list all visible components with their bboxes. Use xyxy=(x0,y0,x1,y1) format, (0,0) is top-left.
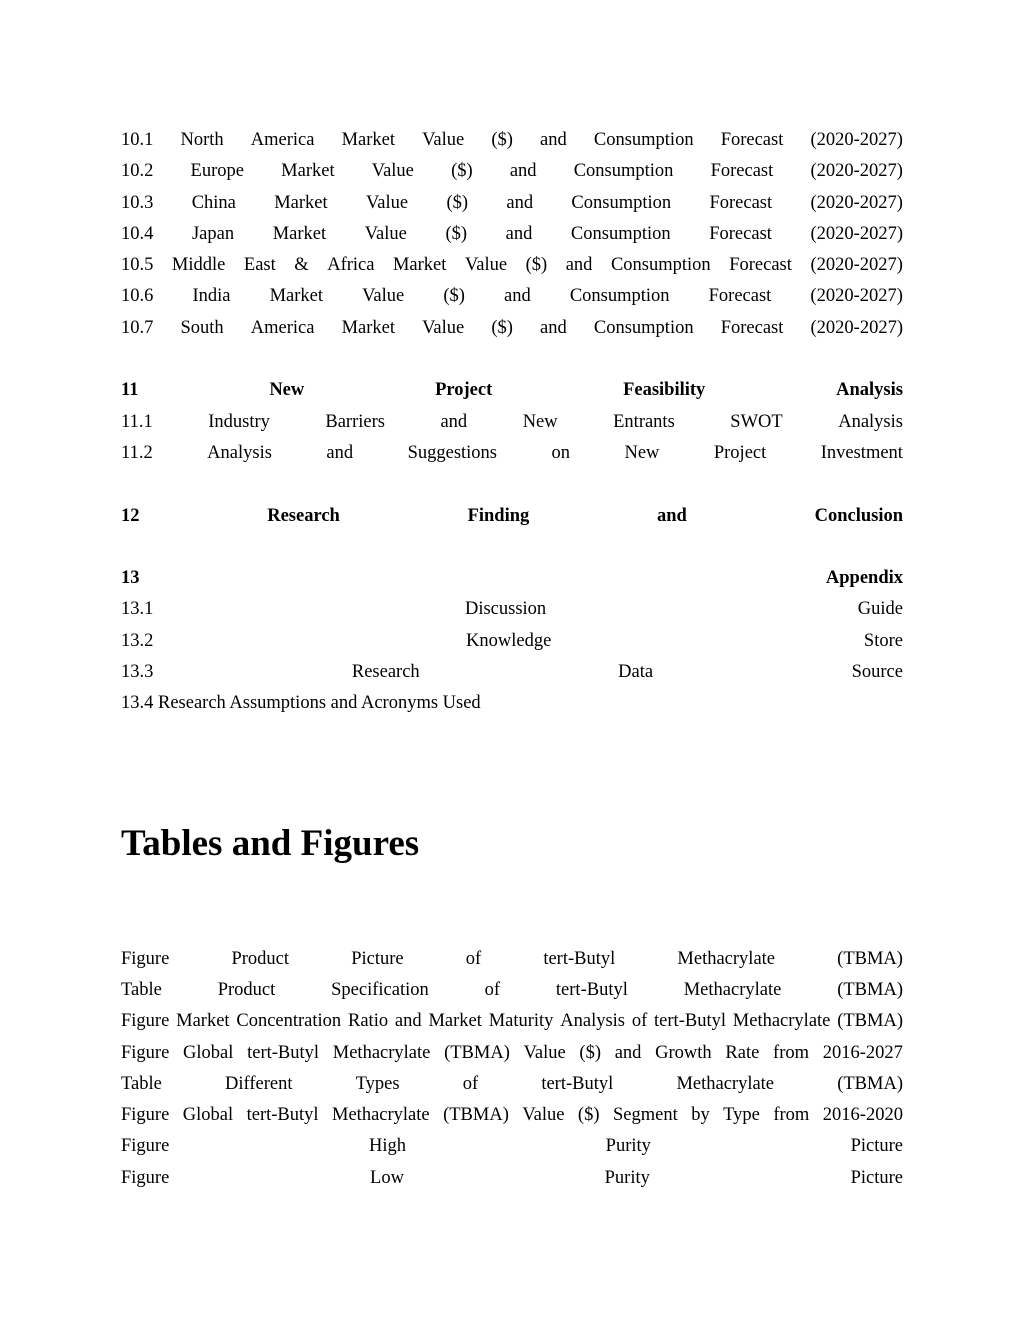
figure-line: Table Different Types of tert-Butyl Methacrylate (TBMA) xyxy=(121,1073,903,1094)
figure-line: Figure Product Picture of tert-Butyl Methacrylate (TBMA) xyxy=(121,948,903,969)
figures-list xyxy=(121,944,903,1194)
toc-line: 10.3 China Market Value ($) and Consumption Forecast (2020-2027) xyxy=(121,192,903,213)
table-of-contents xyxy=(121,125,903,720)
toc-line: 10.1 North America Market Value ($) and Consumption Forecast (2020-2027) xyxy=(121,130,903,150)
toc-line: 11.2 Analysis and Suggestions on New Project Investment xyxy=(121,442,903,463)
toc-line: 10.7 South America Market Value ($) and Consumption Forecast (2020-2027) xyxy=(121,317,903,338)
figure-line: Table Product Specification of tert-Butyl Methacrylate (TBMA) xyxy=(121,979,903,1000)
figure-line: Figure Market Concentration Ratio and Market Maturity Analysis of tert-Butyl Methacrylate (TBMA) xyxy=(121,1011,903,1032)
blank-line xyxy=(121,469,903,500)
blank-line xyxy=(121,344,903,375)
toc-line: 13.4 Research Assumptions and Acronyms Used xyxy=(121,693,481,714)
blank-line xyxy=(121,532,903,563)
toc-line: 11.1 Industry Barriers and New Entrants SWOT Analysis xyxy=(121,411,903,432)
section-title: Tables and Figures xyxy=(121,822,420,864)
toc-line: 13.3 Research Data Source xyxy=(121,662,903,683)
toc-line: 12 Research Finding and Conclusion xyxy=(121,505,903,526)
toc-line: 11 New Project Feasibility Analysis xyxy=(121,380,903,401)
toc-line: 13.1 Discussion Guide xyxy=(121,599,903,620)
figure-line: Figure Global tert-Butyl Methacrylate (TBMA) Value ($) Segment by Type from 2016-2020 xyxy=(121,1105,903,1126)
toc-line: 10.2 Europe Market Value ($) and Consumption Forecast (2020-2027) xyxy=(121,161,903,182)
figure-line: Figure High Purity Picture xyxy=(121,1136,903,1157)
toc-line: 10.5 Middle East & Africa Market Value ($) and Consumption Forecast (2020-2027) xyxy=(121,255,903,276)
toc-line: 10.6 India Market Value ($) and Consumption Forecast (2020-2027) xyxy=(121,286,903,307)
figure-line: Figure Global tert-Butyl Methacrylate (TBMA) Value ($) and Growth Rate from 2016-2027 xyxy=(121,1042,903,1063)
toc-line: 13 Appendix xyxy=(121,568,903,589)
document-page xyxy=(121,125,903,1194)
figure-line: Figure Low Purity Picture xyxy=(121,1167,903,1188)
toc-line: 10.4 Japan Market Value ($) and Consumption Forecast (2020-2027) xyxy=(121,223,903,244)
toc-line: 13.2 Knowledge Store xyxy=(121,630,903,651)
